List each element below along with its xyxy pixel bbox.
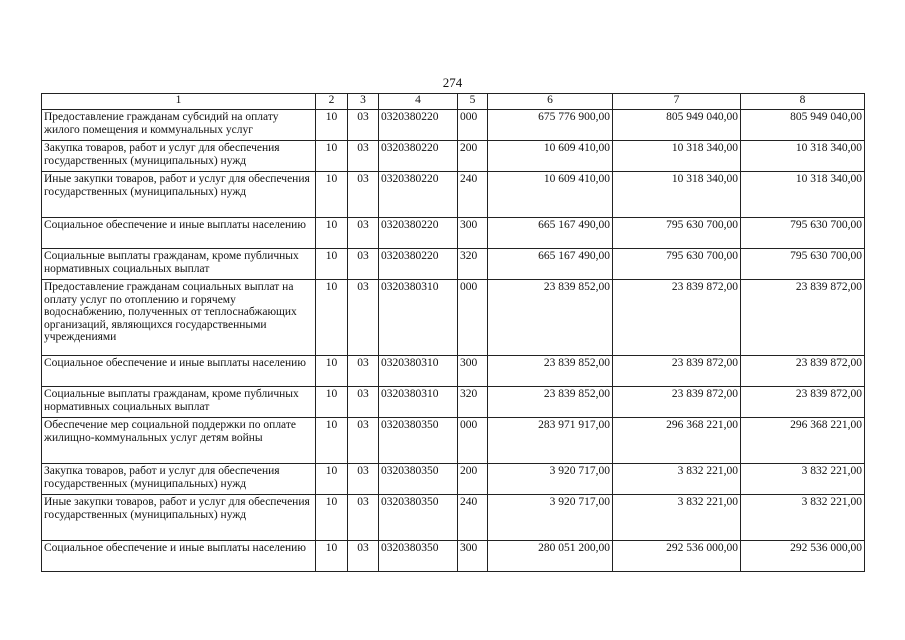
target-article-cell: 0320380220	[379, 249, 458, 280]
amount-cell: 3 920 717,00	[488, 464, 613, 495]
target-article-cell: 0320380220	[379, 110, 458, 141]
table-row	[42, 387, 865, 418]
table-row	[42, 418, 865, 464]
row-name-cell: Предоставление гражданам социальных выплат на оплату услуг по отоплению и горячему водоснабжению, полученных от теплоснабжающих организаций, являющихся государственными учреждениями	[42, 280, 316, 356]
column-header: 4	[379, 94, 458, 110]
expense-type-cell: 200	[458, 141, 488, 172]
table-row	[42, 110, 865, 141]
section-code-cell: 10	[316, 218, 348, 249]
expense-type-cell: 000	[458, 280, 488, 356]
subsection-code-cell: 03	[348, 418, 379, 464]
target-article-cell: 0320380310	[379, 356, 458, 387]
row-name-cell: Социальные выплаты гражданам, кроме публичных нормативных социальных выплат	[42, 387, 316, 418]
amount-cell: 675 776 900,00	[488, 110, 613, 141]
amount-cell: 23 839 872,00	[741, 387, 865, 418]
amount-cell: 23 839 872,00	[741, 280, 865, 356]
amount-cell: 23 839 852,00	[488, 387, 613, 418]
target-article-cell: 0320380350	[379, 541, 458, 572]
expense-type-cell: 320	[458, 249, 488, 280]
row-name-cell: Закупка товаров, работ и услуг для обеспечения государственных (муниципальных) нужд	[42, 464, 316, 495]
subsection-code-cell: 03	[348, 249, 379, 280]
amount-cell: 3 920 717,00	[488, 495, 613, 541]
table-row	[42, 541, 865, 572]
amount-cell: 296 368 221,00	[741, 418, 865, 464]
row-name-cell: Социальное обеспечение и иные выплаты населению	[42, 541, 316, 572]
column-header: 6	[488, 94, 613, 110]
amount-cell: 3 832 221,00	[613, 464, 741, 495]
row-name-cell: Иные закупки товаров, работ и услуг для обеспечения государственных (муниципальных) нужд	[42, 495, 316, 541]
section-code-cell: 10	[316, 249, 348, 280]
amount-cell: 805 949 040,00	[613, 110, 741, 141]
expense-type-cell: 320	[458, 387, 488, 418]
amount-cell: 10 318 340,00	[741, 172, 865, 218]
section-code-cell: 10	[316, 110, 348, 141]
row-name-cell: Предоставление гражданам субсидий на оплату жилого помещения и коммунальных услуг	[42, 110, 316, 141]
expense-type-cell: 240	[458, 495, 488, 541]
subsection-code-cell: 03	[348, 141, 379, 172]
table-row	[42, 356, 865, 387]
expense-type-cell: 300	[458, 218, 488, 249]
section-code-cell: 10	[316, 387, 348, 418]
target-article-cell: 0320380220	[379, 141, 458, 172]
amount-cell: 23 839 872,00	[613, 387, 741, 418]
row-name-cell: Закупка товаров, работ и услуг для обеспечения государственных (муниципальных) нужд	[42, 141, 316, 172]
target-article-cell: 0320380220	[379, 172, 458, 218]
amount-cell: 23 839 872,00	[741, 356, 865, 387]
target-article-cell: 0320380350	[379, 464, 458, 495]
amount-cell: 23 839 852,00	[488, 356, 613, 387]
row-name-cell: Социальное обеспечение и иные выплаты населению	[42, 356, 316, 387]
subsection-code-cell: 03	[348, 541, 379, 572]
section-code-cell: 10	[316, 280, 348, 356]
expense-type-cell: 240	[458, 172, 488, 218]
row-name-cell: Социальные выплаты гражданам, кроме публичных нормативных социальных выплат	[42, 249, 316, 280]
target-article-cell: 0320380310	[379, 387, 458, 418]
amount-cell: 23 839 872,00	[613, 280, 741, 356]
amount-cell: 280 051 200,00	[488, 541, 613, 572]
column-header: 8	[741, 94, 865, 110]
amount-cell: 3 832 221,00	[741, 464, 865, 495]
amount-cell: 283 971 917,00	[488, 418, 613, 464]
row-name-cell: Иные закупки товаров, работ и услуг для обеспечения государственных (муниципальных) нужд	[42, 172, 316, 218]
section-code-cell: 10	[316, 418, 348, 464]
column-header: 1	[42, 94, 316, 110]
amount-cell: 665 167 490,00	[488, 249, 613, 280]
table-row	[42, 218, 865, 249]
amount-cell: 292 536 000,00	[613, 541, 741, 572]
row-name-cell: Обеспечение мер социальной поддержки по оплате жилищно-коммунальных услуг детям войны	[42, 418, 316, 464]
subsection-code-cell: 03	[348, 464, 379, 495]
subsection-code-cell: 03	[348, 218, 379, 249]
subsection-code-cell: 03	[348, 110, 379, 141]
amount-cell: 23 839 852,00	[488, 280, 613, 356]
page-number: 274	[442, 75, 463, 90]
amount-cell: 10 318 340,00	[613, 172, 741, 218]
amount-cell: 10 609 410,00	[488, 172, 613, 218]
expense-type-cell: 200	[458, 464, 488, 495]
amount-cell: 23 839 872,00	[613, 356, 741, 387]
table-row	[42, 172, 865, 218]
expense-type-cell: 300	[458, 541, 488, 572]
header-row	[42, 94, 865, 110]
expense-type-cell: 000	[458, 110, 488, 141]
section-code-cell: 10	[316, 495, 348, 541]
amount-cell: 795 630 700,00	[613, 218, 741, 249]
section-code-cell: 10	[316, 464, 348, 495]
column-header: 3	[348, 94, 379, 110]
subsection-code-cell: 03	[348, 387, 379, 418]
target-article-cell: 0320380310	[379, 280, 458, 356]
amount-cell: 10 318 340,00	[741, 141, 865, 172]
subsection-code-cell: 03	[348, 172, 379, 218]
column-header: 2	[316, 94, 348, 110]
subsection-code-cell: 03	[348, 495, 379, 541]
section-code-cell: 10	[316, 172, 348, 218]
expense-type-cell: 000	[458, 418, 488, 464]
amount-cell: 10 609 410,00	[488, 141, 613, 172]
amount-cell: 296 368 221,00	[613, 418, 741, 464]
section-code-cell: 10	[316, 356, 348, 387]
target-article-cell: 0320380350	[379, 418, 458, 464]
section-code-cell: 10	[316, 141, 348, 172]
amount-cell: 3 832 221,00	[613, 495, 741, 541]
column-header: 7	[613, 94, 741, 110]
section-code-cell: 10	[316, 541, 348, 572]
target-article-cell: 0320380220	[379, 218, 458, 249]
amount-cell: 795 630 700,00	[741, 218, 865, 249]
amount-cell: 3 832 221,00	[741, 495, 865, 541]
table-body	[42, 110, 865, 572]
subsection-code-cell: 03	[348, 356, 379, 387]
table-row	[42, 280, 865, 356]
amount-cell: 795 630 700,00	[741, 249, 865, 280]
amount-cell: 805 949 040,00	[741, 110, 865, 141]
subsection-code-cell: 03	[348, 280, 379, 356]
target-article-cell: 0320380350	[379, 495, 458, 541]
table-row	[42, 495, 865, 541]
table-row	[42, 464, 865, 495]
amount-cell: 795 630 700,00	[613, 249, 741, 280]
table-row	[42, 249, 865, 280]
budget-table	[41, 93, 865, 572]
table-row	[42, 141, 865, 172]
amount-cell: 10 318 340,00	[613, 141, 741, 172]
expense-type-cell: 300	[458, 356, 488, 387]
row-name-cell: Социальное обеспечение и иные выплаты населению	[42, 218, 316, 249]
column-header: 5	[458, 94, 488, 110]
amount-cell: 292 536 000,00	[741, 541, 865, 572]
amount-cell: 665 167 490,00	[488, 218, 613, 249]
